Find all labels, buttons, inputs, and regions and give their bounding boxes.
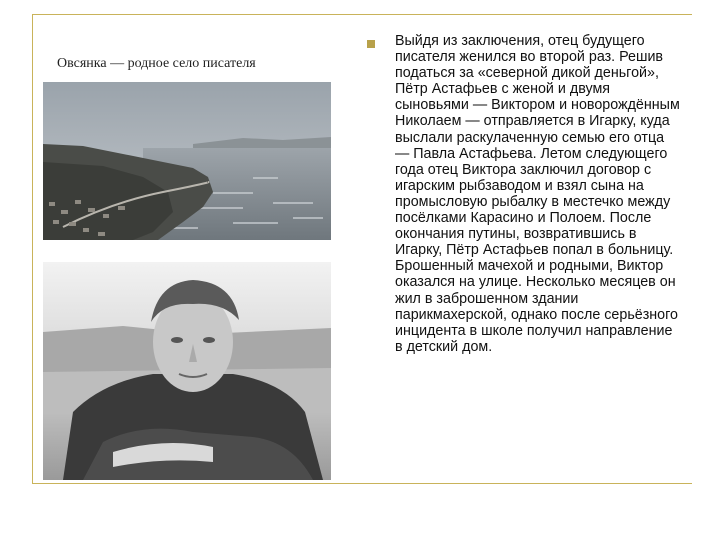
frame-bottom-rule [32,483,692,484]
photo-caption: Овсянка — родное село писателя [57,56,256,71]
village-landscape-photo [43,82,331,240]
writer-portrait-photo [43,262,331,480]
biography-paragraph: Выйдя из заключения, отец будущего писателя женился во второй раз. Решив податься за «северной дикой деньгой», Пётр Астафьев с женой и двумя сыновьями — Виктором и новорождённым Николаем — отправляется в Игарку, куда выслали раскулаченную семью его отца — Павла Астафьева. Летом следующего года отец Виктора заключил договор с игарским рыбзаводом и взял сына на промысловую рыбалку в местечко между посёлками Карасино и Полоем. После окончания путины, возвратившись в Игарку, Пётр Астафьев попал в больницу. Брошенный мачехой и родными, Виктор оказался на улице. Несколько месяцев он жил в заброшенном здании парикмахерской, однако после серьёзного инцидента в школе получил направление в детский дом. [395,33,680,355]
frame-left-rule [32,14,33,484]
frame-top-rule [32,14,692,15]
bullet-marker [367,40,375,48]
